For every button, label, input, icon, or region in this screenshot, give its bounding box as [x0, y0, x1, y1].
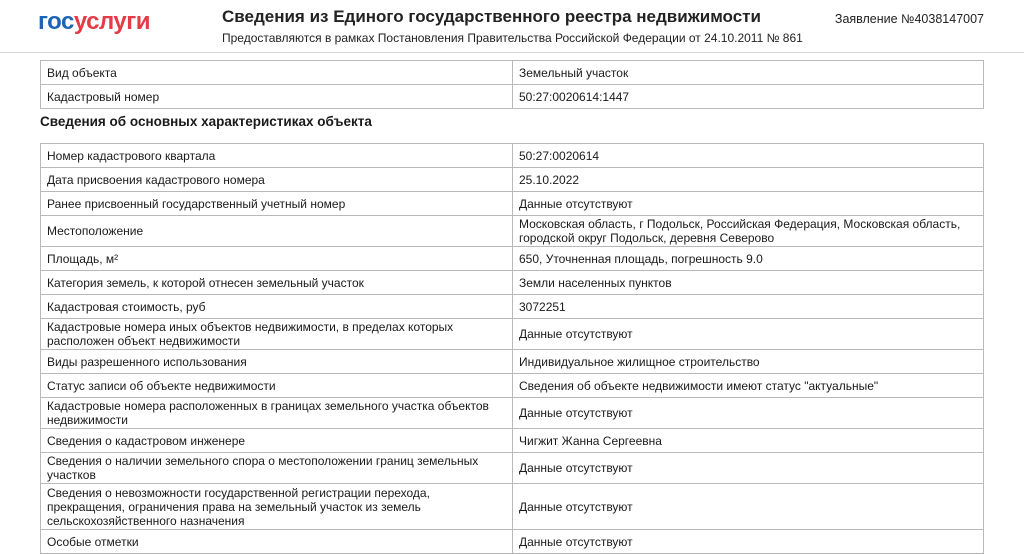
- application-number: Заявление №4038147007: [834, 12, 984, 26]
- table-row: [41, 484, 984, 530]
- row-label: Сведения о кадастровом инженере: [41, 429, 513, 453]
- row-label: Местоположение: [41, 216, 513, 247]
- row-label: Дата присвоения кадастрового номера: [41, 168, 513, 192]
- table-row: [41, 192, 984, 216]
- row-value: 50:27:0020614:1447: [513, 85, 984, 109]
- row-value: Земельный участок: [513, 61, 984, 85]
- row-label: Кадастровые номера иных объектов недвижимости, в пределах которых расположен объект недвижимости: [41, 319, 513, 350]
- row-value: Данные отсутствуют: [513, 453, 984, 484]
- row-value: Индивидуальное жилищное строительство: [513, 350, 984, 374]
- row-label: Кадастровые номера расположенных в границах земельного участка объектов недвижимости: [41, 398, 513, 429]
- row-label: Виды разрешенного использования: [41, 350, 513, 374]
- row-value: Данные отсутствуют: [513, 398, 984, 429]
- row-label: Особые отметки: [41, 530, 513, 554]
- row-value: Данные отсутствуют: [513, 192, 984, 216]
- logo-part-gos: гос: [38, 8, 74, 35]
- row-value: Сведения об объекте недвижимости имеют статус "актуальные": [513, 374, 984, 398]
- table-row: [41, 61, 984, 85]
- row-value: 25.10.2022: [513, 168, 984, 192]
- table-row: [41, 530, 984, 554]
- table-row: [41, 216, 984, 247]
- gosuslugi-logo: [38, 8, 150, 36]
- row-label: Сведения о невозможности государственной регистрации перехода, прекращения, ограничения права на земельный участок из земель сельскохозяйственного назначения: [41, 484, 513, 530]
- logo-part-uslugi: услуги: [73, 8, 150, 35]
- document-title: Сведения из Единого государственного реестра недвижимости: [222, 7, 761, 26]
- table-row: [41, 247, 984, 271]
- row-value: 650, Уточненная площадь, погрешность 9.0: [513, 247, 984, 271]
- row-label: Кадастровый номер: [41, 85, 513, 109]
- object-table: [40, 60, 984, 109]
- document-subtitle: Предоставляются в рамках Постановления Правительства Российской Федерации от 24.10.2011 № 861: [222, 31, 803, 45]
- table-row: [41, 429, 984, 453]
- row-label: Сведения о наличии земельного спора о местоположении границ земельных участков: [41, 453, 513, 484]
- row-label: Вид объекта: [41, 61, 513, 85]
- row-value: Московская область, г Подольск, Российская Федерация, Московская область, городской округ Подольск, деревня Северово: [513, 216, 984, 247]
- table-row: [41, 398, 984, 429]
- row-label: Номер кадастрового квартала: [41, 144, 513, 168]
- table-row: [41, 85, 984, 109]
- table-row: [41, 144, 984, 168]
- table-row: [41, 319, 984, 350]
- row-label: Ранее присвоенный государственный учетный номер: [41, 192, 513, 216]
- row-label: Статус записи об объекте недвижимости: [41, 374, 513, 398]
- table-row: [41, 168, 984, 192]
- section-title: Сведения об основных характеристиках объекта: [40, 114, 372, 129]
- document-header: [0, 0, 1024, 52]
- row-value: Земли населенных пунктов: [513, 271, 984, 295]
- table-row: [41, 374, 984, 398]
- row-value: Данные отсутствуют: [513, 530, 984, 554]
- table-row: [41, 350, 984, 374]
- row-value: 50:27:0020614: [513, 144, 984, 168]
- table-row: [41, 295, 984, 319]
- characteristics-table: [40, 143, 984, 554]
- header-divider: [0, 52, 1024, 53]
- row-label: Категория земель, к которой отнесен земельный участок: [41, 271, 513, 295]
- row-value: Чигжит Жанна Сергеевна: [513, 429, 984, 453]
- table-row: [41, 453, 984, 484]
- row-label: Площадь, м²: [41, 247, 513, 271]
- row-value: 3072251: [513, 295, 984, 319]
- row-value: Данные отсутствуют: [513, 319, 984, 350]
- row-value: Данные отсутствуют: [513, 484, 984, 530]
- row-label: Кадастровая стоимость, руб: [41, 295, 513, 319]
- table-row: [41, 271, 984, 295]
